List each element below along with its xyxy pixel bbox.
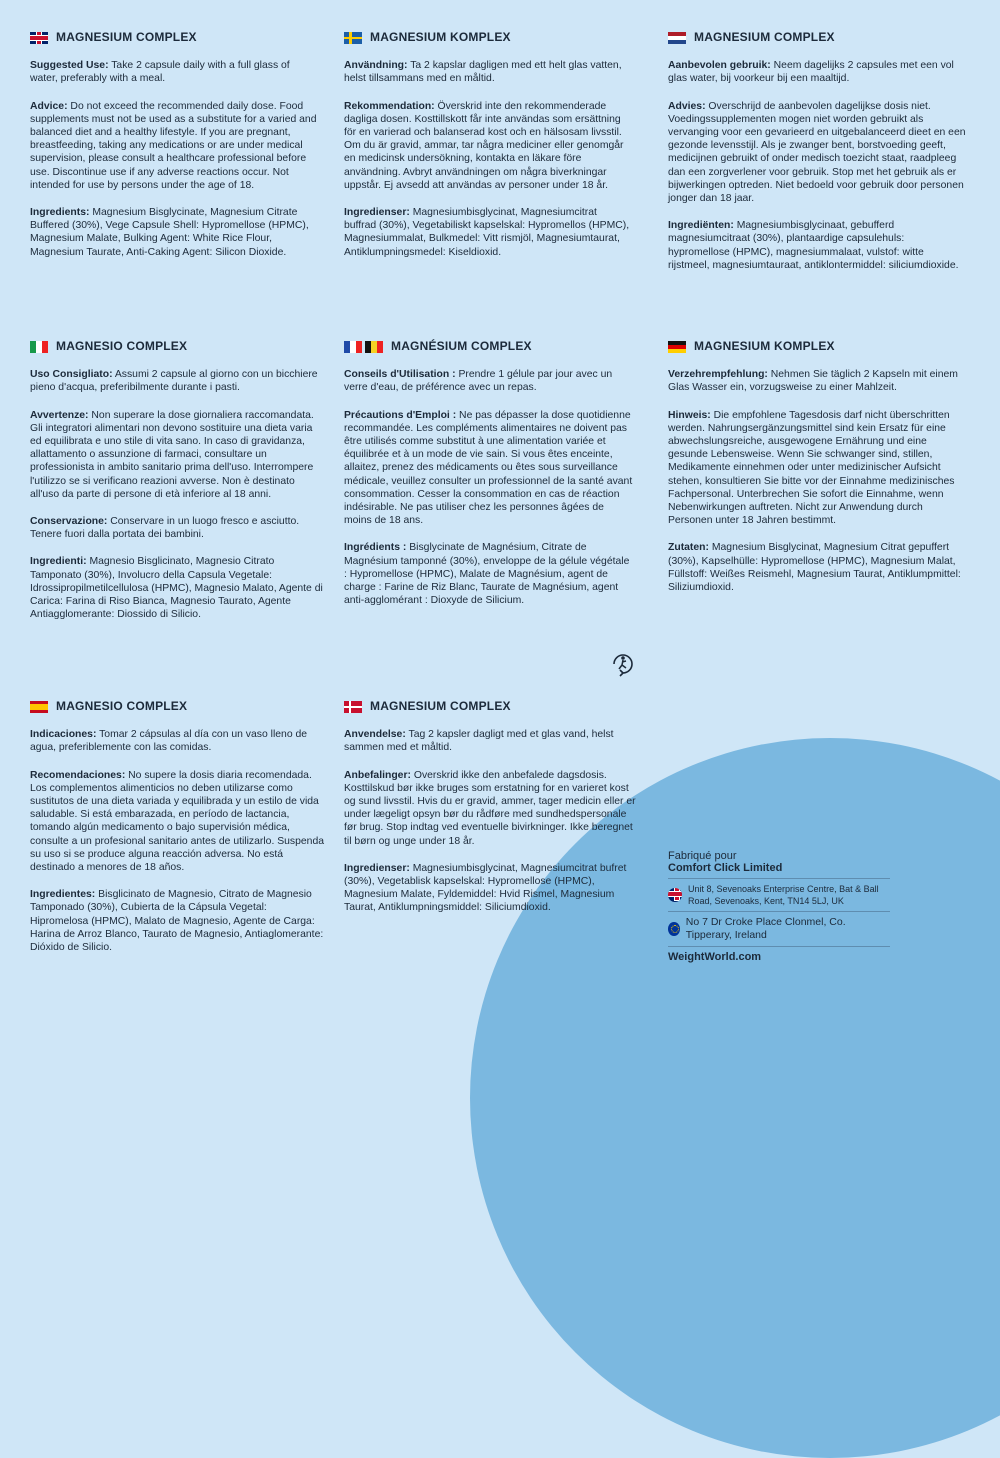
tidyman-recycle-icon bbox=[610, 651, 636, 677]
usage-label: Användning: bbox=[344, 60, 408, 72]
manufacturer-company: Comfort Click Limited bbox=[668, 862, 890, 879]
ingredients-label: Ingrediënten: bbox=[668, 220, 734, 232]
usage-text: Tag 2 kapsler dagligt med et glas vand, helst sammen med et måltid. bbox=[344, 729, 614, 754]
advice-paragraph bbox=[344, 769, 638, 848]
italy-flag-icon bbox=[30, 341, 48, 353]
advice-label: Advice: bbox=[30, 100, 68, 112]
advice-text: Overskrid ikke den anbefalede dagsdosis. Kosttilskud bør ikke bruges som erstatning for en varieret kost og sund livsstil. Hvis du er gravid, ammer, tager medicin eller er under lægeligt opsyn bør du rådføre med sundhedspersonale før brug. Stop indtag ved eventuelle bivirkninger. Ikke beregnet til børn og unge under 18 år. bbox=[344, 769, 636, 847]
section-title: MAGNESIUM KOMPLEX bbox=[370, 30, 511, 44]
spain-flag-icon bbox=[30, 701, 48, 713]
ingredients-paragraph bbox=[668, 541, 968, 594]
flag-group bbox=[344, 341, 383, 353]
advice-label: Avvertenze: bbox=[30, 409, 89, 421]
netherlands-flag-icon bbox=[668, 32, 686, 44]
uk-flag-icon bbox=[668, 888, 682, 902]
ingredients-label: Ingredients: bbox=[30, 207, 90, 219]
ingredients-paragraph bbox=[344, 541, 634, 607]
ingredients-text: Magnesium Bisglycinat, Magnesium Citrat gepuffert (30%), Kapselhülle: Hypromellose (HPMC), Magnesium Malat, Füllstoff: Weißes Reismehl, Magnesium Taurat, Antiklumpmittel: Siliziumdioxid. bbox=[668, 542, 961, 594]
advice-text: Överskrid inte den rekommenderade dagliga dosen. Kosttillskott får inte användas som ersättning för en varierad och balanserad kost och en hälsosam livsstil. Om du är gravid, ammar, tar några mediciner eller genomgår en medicinsk undersökning, kontakta en läkare före användning. Avbryt användningen om några biverkningar uppstår. Ej avsedd att användas av personer under 18 år. bbox=[344, 100, 624, 191]
section-header bbox=[344, 31, 630, 44]
advice-label: Recomendaciones: bbox=[30, 769, 126, 781]
section-header bbox=[668, 31, 968, 44]
advice-label: Hinweis: bbox=[668, 409, 711, 421]
section-header bbox=[344, 340, 634, 353]
eu-flag-icon bbox=[668, 922, 680, 936]
advice-paragraph bbox=[30, 100, 320, 192]
germany-flag-icon bbox=[668, 341, 686, 353]
manufacturer-label: Fabriqué pour bbox=[668, 850, 737, 862]
advice-label: Advies: bbox=[668, 100, 706, 112]
manufacturer-block bbox=[668, 850, 890, 963]
ingredients-label: Ingredienser: bbox=[344, 207, 410, 219]
advice-label: Précautions d'Emploi : bbox=[344, 409, 457, 421]
section-german bbox=[668, 340, 968, 608]
ingredients-label: Ingredienser: bbox=[344, 862, 410, 874]
advice-paragraph bbox=[344, 100, 630, 192]
ingredients-text: Magnesio Bisglicinato, Magnesio Citrato Tamponato (30%), Involucro della Capsula Vegetale: Idrossipropilmetilcellulosa (HPMC), Magnesio Malato, Agente di Carica: Farina di Riso Bianca, Magnesio Taurato, Agente Antiagglomerante: Diossido di Silicio. bbox=[30, 556, 323, 621]
section-header bbox=[30, 700, 324, 713]
section-dutch bbox=[668, 31, 968, 286]
usage-paragraph bbox=[344, 59, 630, 85]
storage-paragraph bbox=[30, 515, 324, 541]
usage-label: Uso Consigliato: bbox=[30, 369, 113, 381]
ingredients-text: Bisglicinato de Magnesio, Citrato de Magnesio Tamponado (30%), Cubierta de la Cápsula Vegetal: Hipromelosa (HPMC), Malato de Magnesio, Agente de Carga: Harina de Arroz Blanco, Taurato de Magnesio, Antiaglomerante: Dióxido de Silicio. bbox=[30, 889, 324, 954]
ingredients-text: Magnesium Bisglycinate, Magnesium Citrate Buffered (30%), Vege Capsule Shell: Hypromellose (HPMC), Magnesium Malate, Bulking Agent: White Rice Flour, Magnesium Taurate, Anti-Caking Agent: Silicon Dioxide. bbox=[30, 207, 309, 258]
website-link[interactable]: WeightWorld.com bbox=[668, 951, 762, 963]
section-danish bbox=[344, 700, 638, 929]
ie-address-row bbox=[668, 912, 890, 947]
advice-paragraph bbox=[30, 769, 324, 875]
section-title: MAGNESIUM COMPLEX bbox=[694, 30, 835, 44]
advice-text: Overschrijd de aanbevolen dagelijkse dosis niet. Voedingssupplementen mogen niet worden gebruikt als vervanging voor een gevarieerd en uitgebalanceerd dieet en een gezonde levensstijl. Als je zwanger bent, borstvoeding geeft, medicijnen gebruikt of onder medisch toezicht staat, raadpleeg dan een zorgverlener voor gebruik. Stop met het gebruik als er bijwerkingen optreden. Niet bedoeld voor gebruik door personen jonger dan 18 jaar. bbox=[668, 100, 966, 205]
advice-text: Die empfohlene Tagesdosis darf nicht überschritten werden. Nahrungsergänzungsmittel sind kein Ersatz für eine abwechslungsreiche, ausgewogene Ernährung und eine gesunde Lebensweise. Wenn Sie schwanger sind, stillen, Medikamente einnehmen oder unter medizinischer Aufsicht stehen, konsultieren Sie bitte vor der Einnahme medizinisches Fachpersonal. Unterbrechen Sie sofort die Einnahme, wenn Nebenwirkungen auftreten. Nicht zur Anwendung durch Personen unter 18 Jahren bestimmt. bbox=[668, 409, 955, 527]
section-title: MAGNESIUM KOMPLEX bbox=[694, 339, 835, 353]
section-spanish bbox=[30, 700, 324, 968]
usage-text: Prendre 1 gélule par jour avec un verre d'eau, de préférence avec un repas. bbox=[344, 369, 613, 394]
usage-paragraph bbox=[344, 368, 634, 394]
ingredients-label: Zutaten: bbox=[668, 542, 709, 554]
advice-paragraph bbox=[344, 409, 634, 528]
ingredients-paragraph bbox=[30, 206, 320, 259]
sweden-flag-icon bbox=[344, 32, 362, 44]
section-english bbox=[30, 31, 320, 273]
usage-text: Nehmen Sie täglich 2 Kapseln mit einem Glas Wasser ein, vorzugsweise zu einer Mahlzeit. bbox=[668, 369, 958, 394]
denmark-flag-icon bbox=[344, 701, 362, 713]
advice-paragraph bbox=[30, 409, 324, 501]
usage-label: Verzehrempfehlung: bbox=[668, 369, 768, 381]
ingredients-paragraph bbox=[344, 862, 638, 915]
ingredients-label: Ingredienti: bbox=[30, 556, 87, 568]
ingredients-label: Ingrédients : bbox=[344, 542, 407, 554]
usage-label: Aanbevolen gebruik: bbox=[668, 60, 771, 72]
usage-text: Take 2 capsule daily with a full glass of water, preferably with a meal. bbox=[30, 60, 290, 85]
usage-paragraph bbox=[344, 728, 638, 754]
belgium-flag-icon bbox=[365, 341, 383, 353]
storage-text: Conservare in un luogo fresco e asciutto. Tenere fuori dalla portata dei bambini. bbox=[30, 516, 300, 541]
ingredients-label: Ingredientes: bbox=[30, 889, 96, 901]
section-french bbox=[344, 340, 634, 621]
usage-label: Suggested Use: bbox=[30, 60, 109, 72]
usage-text: Neem dagelijks 2 capsules met een vol glas water, bij voorkeur bij een maaltijd. bbox=[668, 60, 954, 85]
usage-paragraph bbox=[668, 368, 968, 394]
advice-label: Rekommendation: bbox=[344, 100, 435, 112]
section-title: MAGNESIO COMPLEX bbox=[56, 339, 188, 353]
section-header bbox=[668, 340, 968, 353]
section-header bbox=[30, 340, 324, 353]
section-title: MAGNESIUM COMPLEX bbox=[370, 699, 511, 713]
advice-text: Non superare la dose giornaliera raccomandata. Gli integratori alimentari non devono sostituire una dieta varia ed equilibrata e uno stile di vita sano. In caso di gravidanza, allattamento o assunzione di farmaci, consultare un professionista in ambito sanitario prima dell'uso. Interrompere l'utilizzo se si verificano reazioni avverse. Non è destinato all'uso da parte di persone di età inferiore al 18 anni. bbox=[30, 409, 314, 500]
section-title: MAGNESIUM COMPLEX bbox=[56, 30, 197, 44]
storage-label: Conservazione: bbox=[30, 516, 108, 528]
ingredients-paragraph bbox=[344, 206, 630, 259]
uk-address: Unit 8, Sevenoaks Enterprise Centre, Bat & Ball Road, Sevenoaks, Kent, TN14 5LJ, UK bbox=[688, 884, 879, 906]
usage-paragraph bbox=[668, 59, 968, 85]
advice-text: Do not exceed the recommended daily dose. Food supplements must not be used as a substitute for a varied and balanced diet and a healthy lifestyle. If you are pregnant, breastfeeding, taking any medications or are under medical supervision, please consult a healthcare professional before use. Discontinue use if any adverse reactions occur. Not intended for use by persons under the age of 18. bbox=[30, 100, 317, 191]
section-title: MAGNESIO COMPLEX bbox=[56, 699, 188, 713]
section-header bbox=[30, 31, 320, 44]
uk-flag-icon bbox=[30, 32, 48, 44]
ie-address: No 7 Dr Croke Place Clonmel, Co. Tipperary, Ireland bbox=[685, 916, 846, 941]
section-swedish bbox=[344, 31, 630, 273]
usage-paragraph bbox=[30, 59, 320, 85]
ingredients-paragraph bbox=[668, 219, 968, 272]
usage-label: Indicaciones: bbox=[30, 729, 97, 741]
advice-paragraph bbox=[668, 409, 968, 528]
ingredients-text: Magnesiumbisglycinat, Magnesiumcitrat buffrad (30%), Vegetabiliskt kapselskal: Hypromellos (HPMC), Magnesiummalat, Bulkmedel: Vitt rismjöl, Magnesiumtaurat, Antiklumpningsmedel: Kiseldioxid. bbox=[344, 207, 630, 258]
ingredients-paragraph bbox=[30, 555, 324, 621]
usage-text: Assumi 2 capsule al giorno con un bicchiere pieno d'acqua, preferibilmente durante i pasti. bbox=[30, 369, 318, 394]
advice-paragraph bbox=[668, 100, 968, 206]
usage-text: Ta 2 kapslar dagligen med ett helt glas vatten, helst tillsammans med en måltid. bbox=[344, 60, 622, 85]
usage-paragraph bbox=[30, 728, 324, 754]
usage-paragraph bbox=[30, 368, 324, 394]
advice-text: Ne pas dépasser la dose quotidienne recommandée. Les compléments alimentaires ne doivent pas être utilisés comme substitut à une alimentation variée et équilibrée et à un mode de vie sain. Si vous êtes enceinte, allaitez, prenez des médicaments ou êtes sous surveillance médicale, veuillez consulter un professionnel de la santé avant consommation. Cesser la consommation en cas de réaction indésirable. Ne pas utiliser chez les personnes âgées de moins de 18 ans. bbox=[344, 409, 633, 527]
section-title: MAGNÉSIUM COMPLEX bbox=[391, 339, 532, 353]
section-italian bbox=[30, 340, 324, 635]
ingredients-text: Bisglycinate de Magnésium, Citrate de Magnésium tamponné (30%), enveloppe de la gélule végétale : Hypromellose (HPMC), Malate de Magnésium, agent de charge : Farine de Riz Blanc, Taurate de Magnésium, agent anti-agglomérant : Dioxyde de Silicium. bbox=[344, 542, 630, 607]
ingredients-paragraph bbox=[30, 888, 324, 954]
ingredients-text: Magnesiumbisglycinaat, gebufferd magnesiumcitraat (30%), plantaardige capsulehuls: hypromellose (HPMC), magnesiummalaat, vulstof: witte rijstmeel, magnesiumtauraat, antiklontermiddel: siliciumdioxide. bbox=[668, 220, 959, 271]
usage-label: Conseils d'Utilisation : bbox=[344, 369, 456, 381]
uk-address-row bbox=[668, 879, 890, 912]
usage-label: Anvendelse: bbox=[344, 729, 406, 741]
usage-text: Tomar 2 cápsulas al día con un vaso lleno de agua, preferiblemente con las comidas. bbox=[30, 729, 308, 754]
advice-text: No supere la dosis diaria recomendada. Los complementos alimenticios no deben utilizarse como sustitutos de una dieta variada y equilibrada y un estilo de vida saludable. Si está embarazada, en período de lactancia, tomando algún medicamento o bajo supervisión médica, consulte a un profesional sanitario antes de utilizarlo. Suspenda su uso si se produce alguna reacción adversa. No está destinado a menores de 18 años. bbox=[30, 769, 325, 874]
france-flag-icon bbox=[344, 341, 362, 353]
section-header bbox=[344, 700, 638, 713]
advice-label: Anbefalinger: bbox=[344, 769, 411, 781]
ingredients-text: Magnesiumbisglycinat, Magnesiumcitrat bufret (30%), Vegetablisk kapselskal: Hypromellose (HPMC), Magnesium Malate, Fyldemiddel: Hvid Rismel, Magnesium Taurat, Antiklumpningsmiddel: Siliciumdioxid. bbox=[344, 862, 627, 914]
